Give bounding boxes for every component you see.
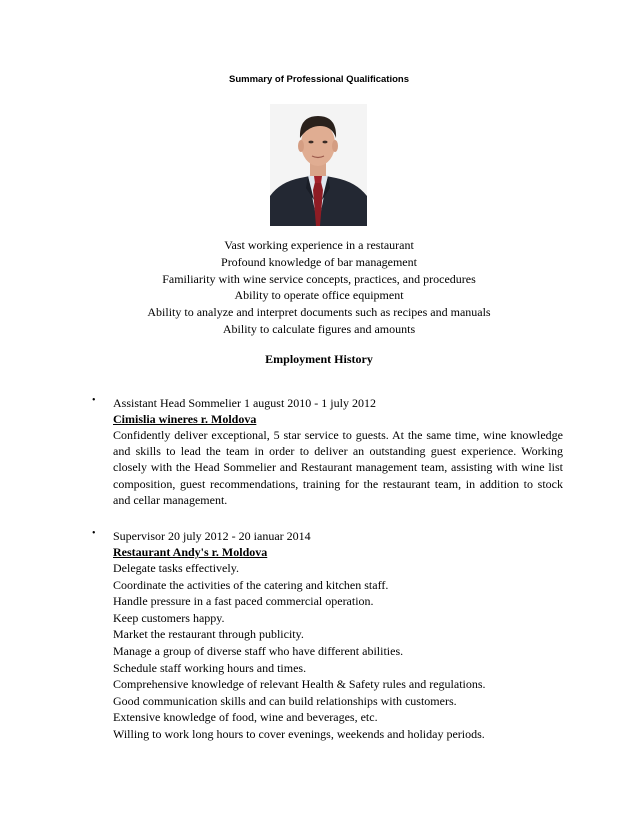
job-duty: Delegate tasks effectively. <box>113 561 239 575</box>
qualifications-list <box>0 237 638 338</box>
bullet-icon: • <box>92 395 96 406</box>
qualification-item: Ability to operate office equipment <box>234 288 404 303</box>
job-duty: Extensive knowledge of food, wine and beverages, etc. <box>113 710 378 725</box>
job-duty: Handle pressure in a fast paced commercial operation. <box>113 594 374 609</box>
job-employer: Restaurant Andy's r. Moldova <box>113 545 268 559</box>
job-duty: Schedule staff working hours and times. <box>113 660 307 675</box>
employment-history-heading: Employment History <box>265 352 373 366</box>
job-duty: Good communication skills and can build relationships with customers. <box>113 693 457 708</box>
profile-photo <box>270 104 367 226</box>
job-duty: Comprehensive knowledge of relevant Health & Safety rules and regulations. <box>113 677 486 692</box>
job-duty: Market the restaurant through publicity. <box>113 627 304 642</box>
document-heading: Summary of Professional Qualifications <box>228 74 410 85</box>
job-description: Confidently deliver exceptional, 5 star service to guests. At the same time, wine knowledge and skills to lead the team in order to deliver an outstanding guest experience. Working closely with the Head Sommelier and Restaurant management team, assisting with wine list composition, guest recommendations, training for the restaurant team, in addition to stock and cellar management. <box>113 428 563 507</box>
job-employer: Cimislia wineres r. Moldova <box>113 412 257 426</box>
job-title: Assistant Head Sommelier 1 august 2010 - 1 july 2012 <box>113 396 376 410</box>
qualification-item: Vast working experience in a restaurant <box>224 238 414 252</box>
qualification-item: Profound knowledge of bar management <box>221 254 417 269</box>
qualification-item: Ability to calculate figures and amounts <box>222 321 416 336</box>
job-title: Supervisor 20 july 2012 - 20 ianuar 2014 <box>113 529 311 543</box>
job-entry-assistant-head-sommelier <box>92 395 563 508</box>
qualification-item: Ability to analyze and interpret documents such as recipes and manuals <box>147 305 491 320</box>
qualification-item: Familiarity with wine service concepts, practices, and procedures <box>162 271 476 286</box>
bullet-icon: • <box>92 528 96 539</box>
job-duty: Keep customers happy. <box>113 610 225 625</box>
job-entry-supervisor <box>92 528 563 743</box>
job-duty: Manage a group of diverse staff who have different abilities. <box>113 643 404 658</box>
portrait-image <box>270 104 367 226</box>
job-duty: Coordinate the activities of the catering and kitchen staff. <box>113 577 389 592</box>
job-duty: Willing to work long hours to cover evenings, weekends and holiday periods. <box>113 726 485 741</box>
